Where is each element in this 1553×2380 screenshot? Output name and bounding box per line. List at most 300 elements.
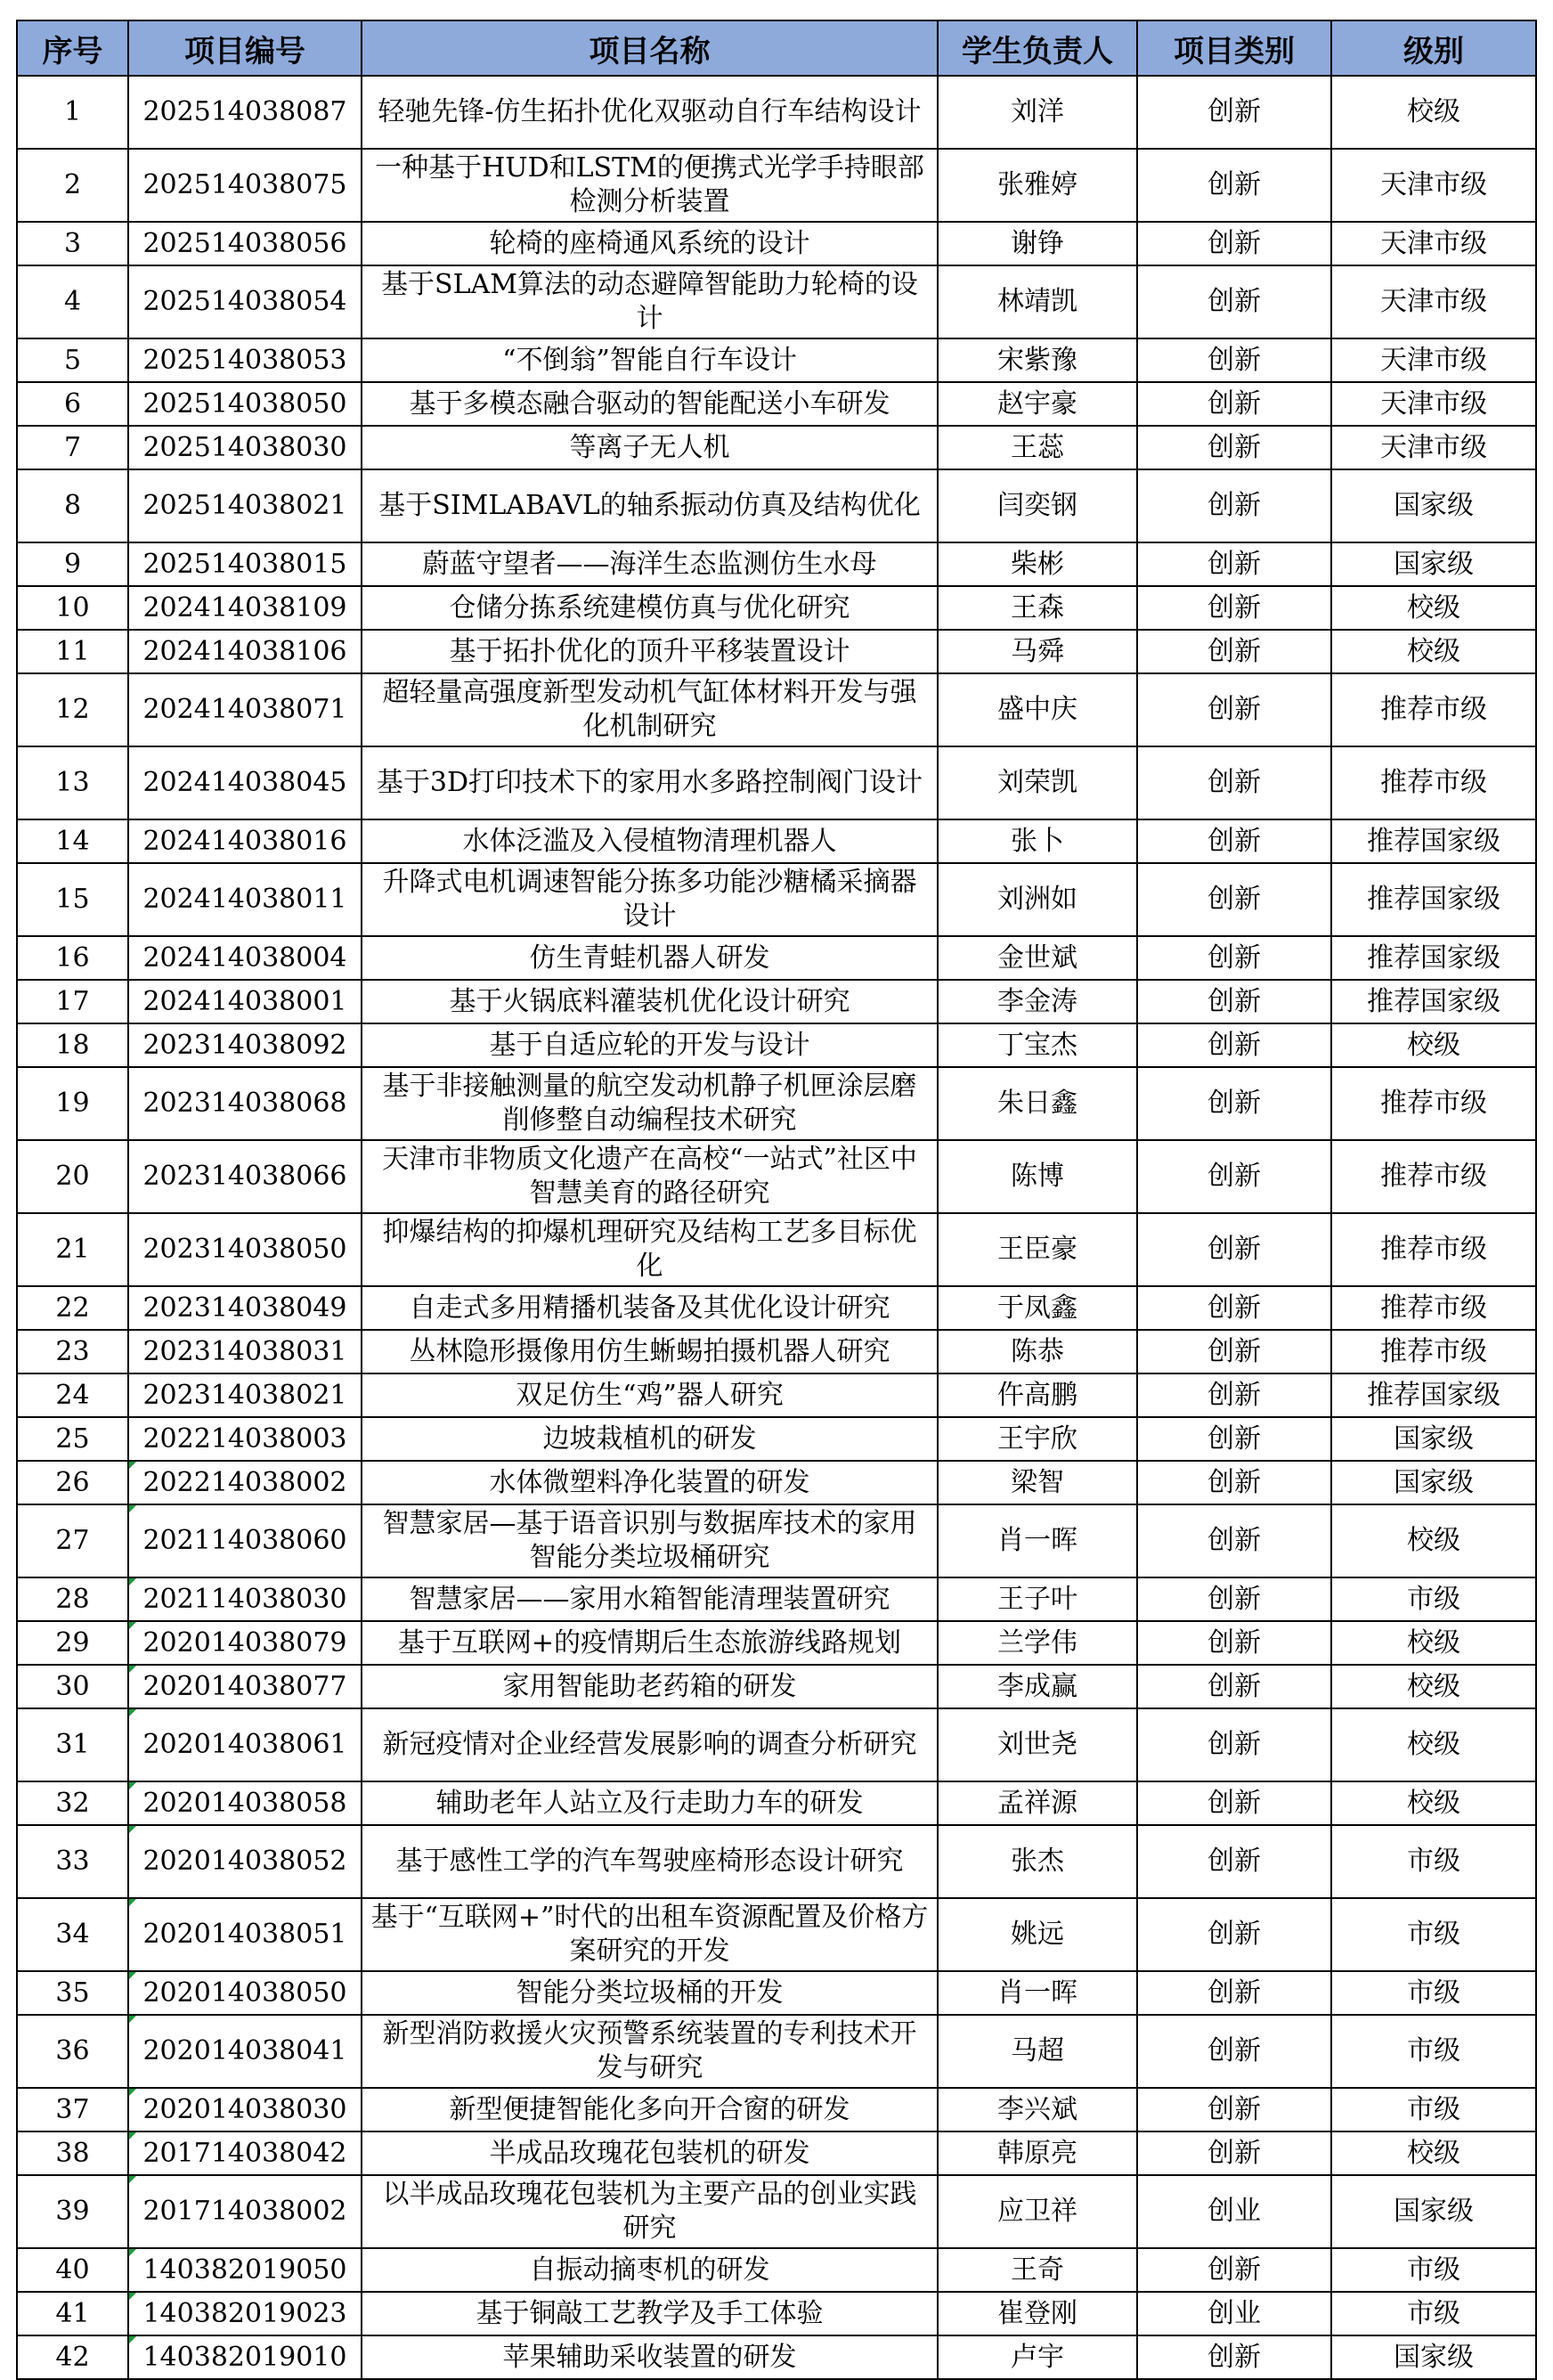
student-leader: 卢宇: [938, 2335, 1137, 2379]
table-row: [17, 2131, 1536, 2175]
row-number: 33: [17, 1825, 128, 1898]
project-category: 创新: [1137, 2131, 1331, 2175]
table-row: [17, 980, 1536, 1023]
table-row: [17, 2088, 1536, 2131]
project-category: 创新: [1137, 819, 1331, 863]
row-number: 11: [17, 630, 128, 673]
project-category: 创新: [1137, 76, 1331, 149]
project-level: 国家级: [1331, 469, 1536, 542]
row-number: 24: [17, 1373, 128, 1417]
table-row: [17, 1577, 1536, 1621]
project-category: 创新: [1137, 1330, 1331, 1373]
student-leader: 宋紫豫: [938, 338, 1137, 382]
project-name: 水体微塑料净化装置的研发: [362, 1461, 938, 1504]
project-code: 202514038056: [128, 222, 362, 265]
student-leader: 盛中庆: [938, 673, 1137, 746]
row-number: 31: [17, 1708, 128, 1781]
project-code: 202114038060: [128, 1504, 362, 1577]
project-code: 202014038051: [128, 1898, 362, 1971]
student-leader: 马超: [938, 2015, 1137, 2088]
table-row: [17, 149, 1536, 222]
table-row: [17, 1067, 1536, 1140]
student-leader: 谢铮: [938, 222, 1137, 265]
project-name: 超轻量高强度新型发动机气缸体材料开发与强化机制研究: [362, 673, 938, 746]
project-code: 140382019010: [128, 2335, 362, 2379]
student-leader: 刘洲如: [938, 863, 1137, 936]
student-leader: 金世斌: [938, 936, 1137, 980]
student-leader: 刘洋: [938, 76, 1137, 149]
project-category: 创新: [1137, 1213, 1331, 1286]
table-row: [17, 863, 1536, 936]
project-name: 丛林隐形摄像用仿生蜥蜴拍摄机器人研究: [362, 1330, 938, 1373]
project-level: 市级: [1331, 2248, 1536, 2292]
project-name: 基于火锅底料灌装机优化设计研究: [362, 980, 938, 1023]
header-leader: 学生负责人: [938, 20, 1137, 76]
project-level: 国家级: [1331, 2335, 1536, 2379]
project-level: 天津市级: [1331, 382, 1536, 426]
project-category: 创新: [1137, 1504, 1331, 1577]
project-level: 校级: [1331, 586, 1536, 630]
table-row: [17, 1373, 1536, 1417]
project-category: 创新: [1137, 382, 1331, 426]
row-number: 25: [17, 1417, 128, 1461]
student-leader: 仵高鹏: [938, 1373, 1137, 1417]
row-number: 19: [17, 1067, 128, 1140]
project-category: 创新: [1137, 222, 1331, 265]
project-code: 202014038050: [128, 1971, 362, 2015]
project-name: 新冠疫情对企业经营发展影响的调查分析研究: [362, 1708, 938, 1781]
project-code: 202214038002: [128, 1461, 362, 1504]
header-category: 项目类别: [1137, 20, 1331, 76]
table-row: [17, 819, 1536, 863]
table-row: [17, 1023, 1536, 1067]
project-level: 推荐市级: [1331, 1067, 1536, 1140]
project-level: 推荐市级: [1331, 1330, 1536, 1373]
row-number: 17: [17, 980, 128, 1023]
row-number: 23: [17, 1330, 128, 1373]
project-name: 仓储分拣系统建模仿真与优化研究: [362, 586, 938, 630]
student-leader: 韩原亮: [938, 2131, 1137, 2175]
student-leader: 李金涛: [938, 980, 1137, 1023]
project-name: 基于3D打印技术下的家用水多路控制阀门设计: [362, 746, 938, 819]
project-category: 创新: [1137, 1621, 1331, 1665]
project-category: 创业: [1137, 2292, 1331, 2335]
table-row: [17, 382, 1536, 426]
project-name: 基于多模态融合驱动的智能配送小车研发: [362, 382, 938, 426]
table-row: [17, 586, 1536, 630]
project-code: 140382019050: [128, 2248, 362, 2292]
project-level: 推荐市级: [1331, 746, 1536, 819]
table-row: [17, 673, 1536, 746]
student-leader: 闫奕钢: [938, 469, 1137, 542]
student-leader: 李成赢: [938, 1665, 1137, 1708]
table-row: [17, 2015, 1536, 2088]
student-leader: 刘世尧: [938, 1708, 1137, 1781]
table-row: [17, 1461, 1536, 1504]
project-name: 新型消防救援火灾预警系统装置的专利技术开发与研究: [362, 2015, 938, 2088]
project-code: 202514038053: [128, 338, 362, 382]
row-number: 16: [17, 936, 128, 980]
header-no: 序号: [17, 20, 128, 76]
project-name: 基于感性工学的汽车驾驶座椅形态设计研究: [362, 1825, 938, 1898]
row-number: 34: [17, 1898, 128, 1971]
project-code: 202414038011: [128, 863, 362, 936]
project-category: 创新: [1137, 1023, 1331, 1067]
row-number: 22: [17, 1286, 128, 1330]
table-row: [17, 630, 1536, 673]
table-row: [17, 1898, 1536, 1971]
project-category: 创新: [1137, 1971, 1331, 2015]
row-number: 5: [17, 338, 128, 382]
table-row: [17, 76, 1536, 149]
project-code: 202514038030: [128, 426, 362, 469]
table-row: [17, 1213, 1536, 1286]
table-row: [17, 1140, 1536, 1213]
table-row: [17, 1330, 1536, 1373]
row-number: 14: [17, 819, 128, 863]
row-number: 41: [17, 2292, 128, 2335]
header-code: 项目编号: [128, 20, 362, 76]
row-number: 10: [17, 586, 128, 630]
project-category: 创新: [1137, 469, 1331, 542]
project-name: “不倒翁”智能自行车设计: [362, 338, 938, 382]
project-level: 天津市级: [1331, 265, 1536, 338]
project-code: 202214038003: [128, 1417, 362, 1461]
project-code: 201714038002: [128, 2175, 362, 2248]
project-level: 校级: [1331, 630, 1536, 673]
project-code: 202014038030: [128, 2088, 362, 2131]
project-category: 创新: [1137, 542, 1331, 586]
row-number: 38: [17, 2131, 128, 2175]
project-level: 校级: [1331, 2131, 1536, 2175]
project-category: 创新: [1137, 1781, 1331, 1825]
table-row: [17, 746, 1536, 819]
row-number: 27: [17, 1504, 128, 1577]
project-name: 基于互联网+的疫情期后生态旅游线路规划: [362, 1621, 938, 1665]
table-row: [17, 469, 1536, 542]
project-level: 天津市级: [1331, 222, 1536, 265]
table-row: [17, 1504, 1536, 1577]
project-name: 以半成品玫瑰花包装机为主要产品的创业实践研究: [362, 2175, 938, 2248]
project-code: 202414038106: [128, 630, 362, 673]
table-row: [17, 1665, 1536, 1708]
project-name: 苹果辅助采收装置的研发: [362, 2335, 938, 2379]
project-code: 202014038041: [128, 2015, 362, 2088]
project-category: 创新: [1137, 1825, 1331, 1898]
table-row: [17, 265, 1536, 338]
project-name: 双足仿生“鸡”器人研究: [362, 1373, 938, 1417]
project-code: 202514038050: [128, 382, 362, 426]
project-level: 推荐国家级: [1331, 1373, 1536, 1417]
project-name: 基于“互联网+”时代的出租车资源配置及价格方案研究的开发: [362, 1898, 938, 1971]
project-level: 校级: [1331, 1708, 1536, 1781]
student-leader: 于凤鑫: [938, 1286, 1137, 1330]
student-leader: 张卜: [938, 819, 1137, 863]
row-number: 12: [17, 673, 128, 746]
student-leader: 肖一晖: [938, 1504, 1137, 1577]
student-leader: 王蕊: [938, 426, 1137, 469]
table-row: [17, 2175, 1536, 2248]
table-row: [17, 1621, 1536, 1665]
row-number: 28: [17, 1577, 128, 1621]
project-category: 创新: [1137, 936, 1331, 980]
project-code: 202414038016: [128, 819, 362, 863]
project-code: 202514038015: [128, 542, 362, 586]
project-level: 推荐市级: [1331, 1140, 1536, 1213]
project-code: 202014038077: [128, 1665, 362, 1708]
project-name: 基于非接触测量的航空发动机静子机匣涂层磨削修整自动编程技术研究: [362, 1067, 938, 1140]
project-code: 202514038075: [128, 149, 362, 222]
project-category: 创新: [1137, 338, 1331, 382]
table-row: [17, 542, 1536, 586]
student-leader: 兰学伟: [938, 1621, 1137, 1665]
project-level: 市级: [1331, 1898, 1536, 1971]
project-name: 一种基于HUD和LSTM的便携式光学手持眼部检测分析装置: [362, 149, 938, 222]
project-code: 202414038001: [128, 980, 362, 1023]
project-level: 市级: [1331, 2015, 1536, 2088]
project-code: 202314038021: [128, 1373, 362, 1417]
row-number: 7: [17, 426, 128, 469]
project-name: 升降式电机调速智能分拣多功能沙糖橘采摘器设计: [362, 863, 938, 936]
project-code: 202314038031: [128, 1330, 362, 1373]
project-name: 仿生青蛙机器人研发: [362, 936, 938, 980]
project-category: 创新: [1137, 863, 1331, 936]
project-category: 创新: [1137, 426, 1331, 469]
row-number: 35: [17, 1971, 128, 2015]
project-name: 辅助老年人站立及行走助力车的研发: [362, 1781, 938, 1825]
project-name: 智慧家居——家用水箱智能清理装置研究: [362, 1577, 938, 1621]
project-code: 202514038054: [128, 265, 362, 338]
project-category: 创新: [1137, 149, 1331, 222]
table-row: [17, 2335, 1536, 2379]
project-level: 国家级: [1331, 1461, 1536, 1504]
project-level: 校级: [1331, 1621, 1536, 1665]
project-name: 等离子无人机: [362, 426, 938, 469]
project-code: 202314038066: [128, 1140, 362, 1213]
row-number: 40: [17, 2248, 128, 2292]
project-name: 自走式多用精播机装备及其优化设计研究: [362, 1286, 938, 1330]
table-header-row: [17, 20, 1536, 76]
project-table: [16, 20, 1537, 2380]
row-number: 39: [17, 2175, 128, 2248]
student-leader: 孟祥源: [938, 1781, 1137, 1825]
project-category: 创新: [1137, 1417, 1331, 1461]
row-number: 1: [17, 76, 128, 149]
project-category: 创新: [1137, 1286, 1331, 1330]
student-leader: 张雅婷: [938, 149, 1137, 222]
table-row: [17, 2248, 1536, 2292]
table-row: [17, 936, 1536, 980]
project-name: 半成品玫瑰花包装机的研发: [362, 2131, 938, 2175]
project-name: 基于SIMLABAVL的轴系振动仿真及结构优化: [362, 469, 938, 542]
student-leader: 马舜: [938, 630, 1137, 673]
header-level: 级别: [1331, 20, 1536, 76]
project-category: 创新: [1137, 2088, 1331, 2131]
project-code: 202014038058: [128, 1781, 362, 1825]
student-leader: 王奇: [938, 2248, 1137, 2292]
project-name: 智能分类垃圾桶的开发: [362, 1971, 938, 2015]
project-name: 轮椅的座椅通风系统的设计: [362, 222, 938, 265]
project-category: 创新: [1137, 2248, 1331, 2292]
project-code: 202314038068: [128, 1067, 362, 1140]
table-row: [17, 2292, 1536, 2335]
project-category: 创新: [1137, 586, 1331, 630]
project-code: 202014038079: [128, 1621, 362, 1665]
row-number: 13: [17, 746, 128, 819]
row-number: 3: [17, 222, 128, 265]
table-row: [17, 1971, 1536, 2015]
project-code: 202014038052: [128, 1825, 362, 1898]
project-level: 校级: [1331, 1781, 1536, 1825]
student-leader: 王森: [938, 586, 1137, 630]
table-row: [17, 1781, 1536, 1825]
project-level: 天津市级: [1331, 338, 1536, 382]
row-number: 15: [17, 863, 128, 936]
project-level: 推荐市级: [1331, 1286, 1536, 1330]
project-level: 国家级: [1331, 1417, 1536, 1461]
project-name: 基于拓扑优化的顶升平移装置设计: [362, 630, 938, 673]
project-category: 创新: [1137, 746, 1331, 819]
row-number: 37: [17, 2088, 128, 2131]
project-code: 202514038087: [128, 76, 362, 149]
project-category: 创新: [1137, 1067, 1331, 1140]
project-category: 创新: [1137, 1461, 1331, 1504]
table-row: [17, 1825, 1536, 1898]
row-number: 8: [17, 469, 128, 542]
header-name: 项目名称: [362, 20, 938, 76]
project-code: 202014038061: [128, 1708, 362, 1781]
student-leader: 柴彬: [938, 542, 1137, 586]
project-name: 边坡栽植机的研发: [362, 1417, 938, 1461]
project-level: 推荐国家级: [1331, 863, 1536, 936]
table-row: [17, 338, 1536, 382]
project-category: 创新: [1137, 2335, 1331, 2379]
project-code: 202414038045: [128, 746, 362, 819]
project-level: 国家级: [1331, 542, 1536, 586]
student-leader: 朱日鑫: [938, 1067, 1137, 1140]
row-number: 20: [17, 1140, 128, 1213]
row-number: 4: [17, 265, 128, 338]
project-code: 202514038021: [128, 469, 362, 542]
project-level: 市级: [1331, 2088, 1536, 2131]
project-category: 创新: [1137, 265, 1331, 338]
project-name: 自振动摘枣机的研发: [362, 2248, 938, 2292]
project-code: 202414038071: [128, 673, 362, 746]
project-level: 推荐国家级: [1331, 980, 1536, 1023]
project-category: 创新: [1137, 1577, 1331, 1621]
project-category: 创新: [1137, 980, 1331, 1023]
project-code: 140382019023: [128, 2292, 362, 2335]
project-level: 国家级: [1331, 2175, 1536, 2248]
project-code: 202314038050: [128, 1213, 362, 1286]
row-number: 9: [17, 542, 128, 586]
row-number: 2: [17, 149, 128, 222]
project-name: 家用智能助老药箱的研发: [362, 1665, 938, 1708]
project-name: 基于SLAM算法的动态避障智能助力轮椅的设计: [362, 265, 938, 338]
table-row: [17, 426, 1536, 469]
student-leader: 王宇欣: [938, 1417, 1137, 1461]
project-category: 创新: [1137, 1665, 1331, 1708]
project-name: 智慧家居—基于语音识别与数据库技术的家用智能分类垃圾桶研究: [362, 1504, 938, 1577]
project-category: 创新: [1137, 630, 1331, 673]
table-row: [17, 222, 1536, 265]
project-level: 推荐市级: [1331, 673, 1536, 746]
student-leader: 赵宇豪: [938, 382, 1137, 426]
student-leader: 刘荣凯: [938, 746, 1137, 819]
project-level: 市级: [1331, 1825, 1536, 1898]
project-code: 201714038042: [128, 2131, 362, 2175]
row-number: 32: [17, 1781, 128, 1825]
project-name: 基于自适应轮的开发与设计: [362, 1023, 938, 1067]
table-row: [17, 1708, 1536, 1781]
project-level: 校级: [1331, 1504, 1536, 1577]
row-number: 18: [17, 1023, 128, 1067]
row-number: 42: [17, 2335, 128, 2379]
row-number: 21: [17, 1213, 128, 1286]
student-leader: 张杰: [938, 1825, 1137, 1898]
row-number: 29: [17, 1621, 128, 1665]
student-leader: 王子叶: [938, 1577, 1137, 1621]
project-level: 天津市级: [1331, 149, 1536, 222]
project-level: 推荐国家级: [1331, 936, 1536, 980]
row-number: 26: [17, 1461, 128, 1504]
project-name: 抑爆结构的抑爆机理研究及结构工艺多目标优化: [362, 1213, 938, 1286]
project-level: 推荐市级: [1331, 1213, 1536, 1286]
project-name: 水体泛滥及入侵植物清理机器人: [362, 819, 938, 863]
student-leader: 李兴斌: [938, 2088, 1137, 2131]
student-leader: 梁智: [938, 1461, 1137, 1504]
student-leader: 崔登刚: [938, 2292, 1137, 2335]
project-category: 创新: [1137, 1373, 1331, 1417]
project-level: 市级: [1331, 1971, 1536, 2015]
project-code: 202114038030: [128, 1577, 362, 1621]
table-row: [17, 1417, 1536, 1461]
project-category: 创业: [1137, 2175, 1331, 2248]
student-leader: 林靖凯: [938, 265, 1137, 338]
project-code: 202314038049: [128, 1286, 362, 1330]
student-leader: 姚远: [938, 1898, 1137, 1971]
row-number: 30: [17, 1665, 128, 1708]
project-category: 创新: [1137, 1708, 1331, 1781]
student-leader: 应卫祥: [938, 2175, 1137, 2248]
project-category: 创新: [1137, 673, 1331, 746]
row-number: 6: [17, 382, 128, 426]
project-level: 校级: [1331, 76, 1536, 149]
project-level: 推荐国家级: [1331, 819, 1536, 863]
project-category: 创新: [1137, 1140, 1331, 1213]
project-name: 蔚蓝守望者——海洋生态监测仿生水母: [362, 542, 938, 586]
table-row: [17, 1286, 1536, 1330]
project-table-container: [16, 20, 1537, 2380]
student-leader: 王臣豪: [938, 1213, 1137, 1286]
project-level: 校级: [1331, 1023, 1536, 1067]
project-code: 202414038004: [128, 936, 362, 980]
project-name: 天津市非物质文化遗产在高校“一站式”社区中智慧美育的路径研究: [362, 1140, 938, 1213]
project-name: 轻驰先锋-仿生拓扑优化双驱动自行车结构设计: [362, 76, 938, 149]
project-level: 市级: [1331, 1577, 1536, 1621]
project-name: 基于铜敲工艺教学及手工体验: [362, 2292, 938, 2335]
student-leader: 肖一晖: [938, 1971, 1137, 2015]
project-name: 新型便捷智能化多向开合窗的研发: [362, 2088, 938, 2131]
student-leader: 陈博: [938, 1140, 1137, 1213]
project-level: 市级: [1331, 2292, 1536, 2335]
row-number: 36: [17, 2015, 128, 2088]
project-code: 202314038092: [128, 1023, 362, 1067]
project-code: 202414038109: [128, 586, 362, 630]
project-level: 天津市级: [1331, 426, 1536, 469]
project-category: 创新: [1137, 2015, 1331, 2088]
project-category: 创新: [1137, 1898, 1331, 1971]
